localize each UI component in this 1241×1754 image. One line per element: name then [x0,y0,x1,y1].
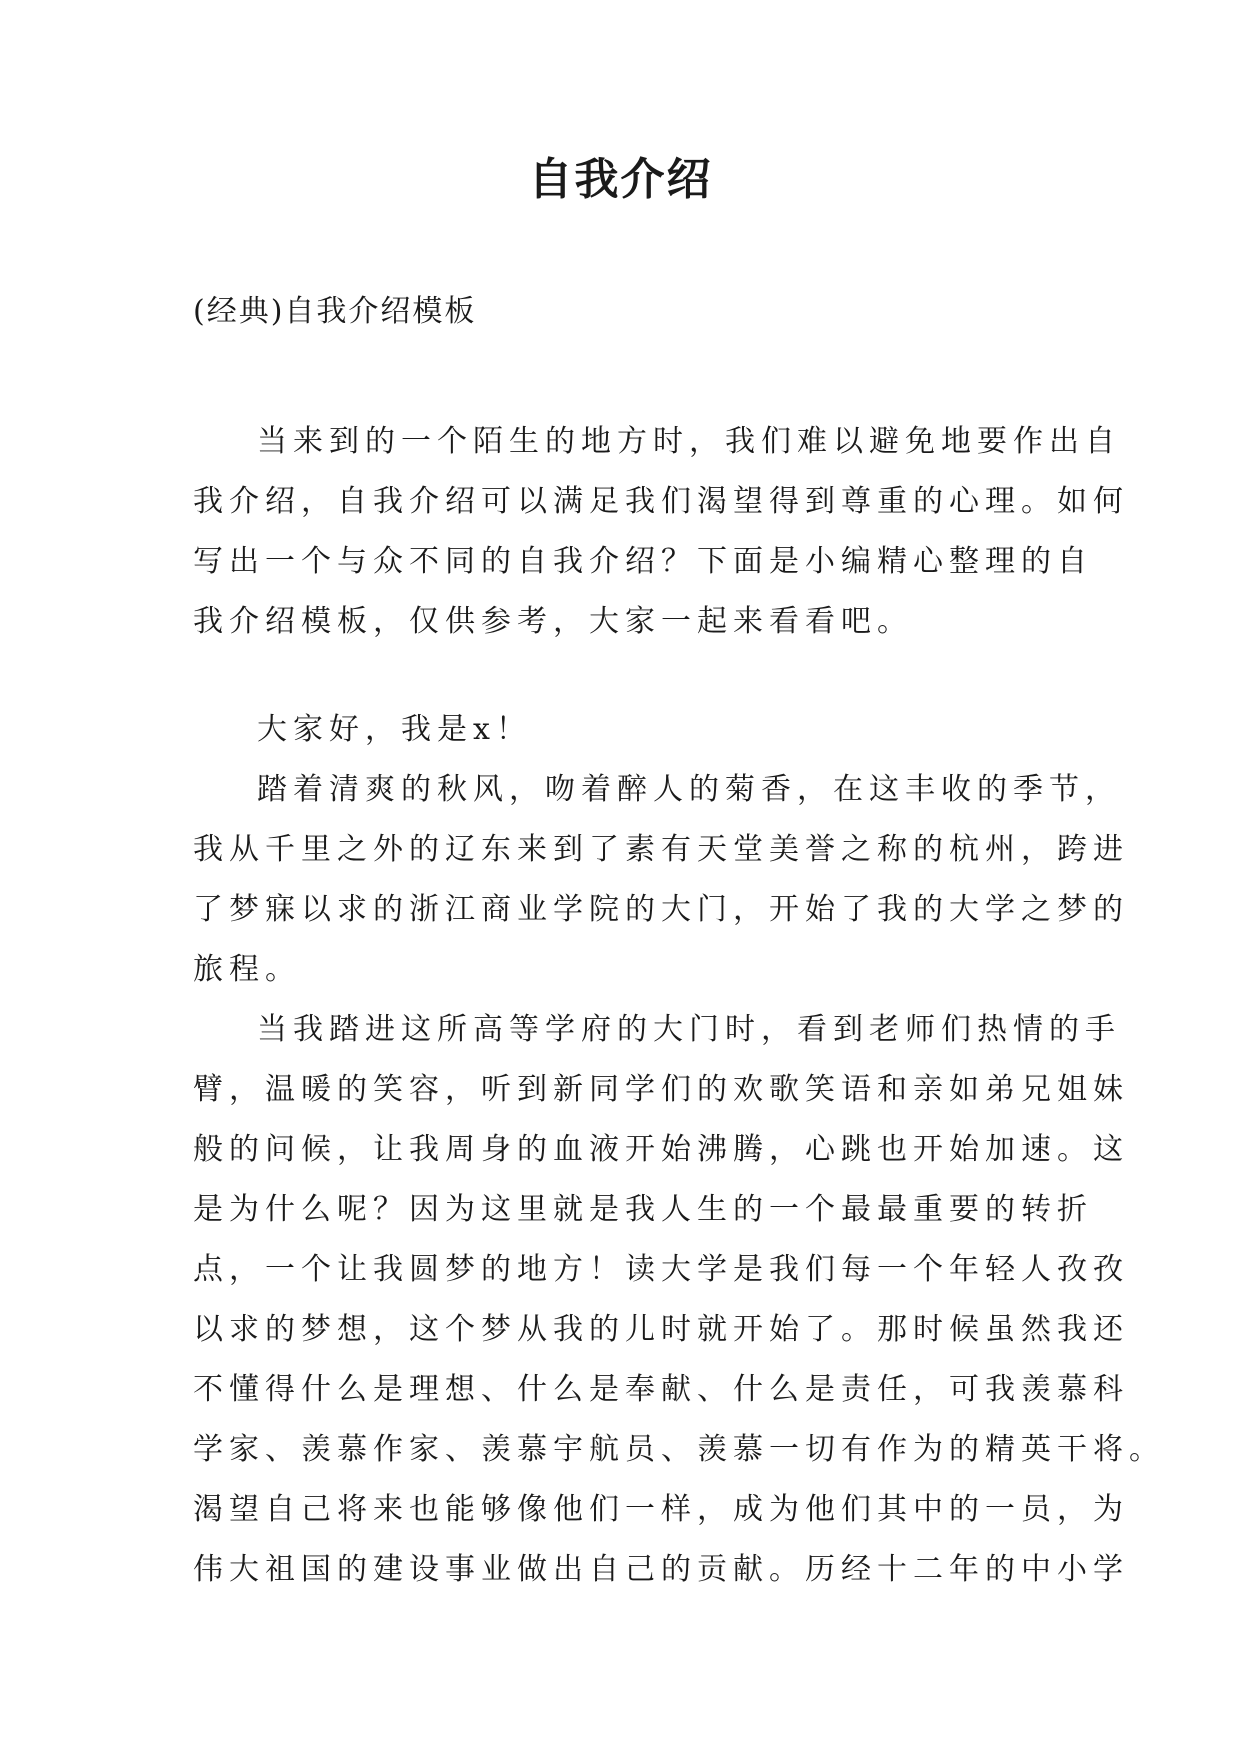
paragraph-line: 踏着清爽的秋风，吻着醉人的菊香，在这丰收的季节， [257,772,1121,807]
paragraph-line: 当我踏进这所高等学府的大门时，看到老师们热情的手 [257,1012,1121,1047]
paragraph-line: 是为什么呢？因为这里就是我人生的一个最最重要的转折 [193,1192,1093,1227]
intro-line: 写出一个与众不同的自我介绍？下面是小编精心整理的自 [193,544,1093,579]
paragraph-line: 点，一个让我圆梦的地方！读大学是我们每一个年轻人孜孜 [193,1252,1129,1287]
main-text-block [193,700,1165,1600]
document-subtitle: (经典)自我介绍模板 [193,294,477,329]
paragraph-line: 渴望自己将来也能够像他们一样，成为他们其中的一员，为 [193,1492,1129,1527]
intro-line: 我介绍，自我介绍可以满足我们渴望得到尊重的心理。如何 [193,484,1129,519]
paragraph-line: 伟大祖国的建设事业做出自己的贡献。历经十二年的中小学 [193,1552,1129,1587]
intro-paragraph [193,412,1129,652]
greeting-line: 大家好，我是x！ [257,712,532,747]
paragraph-line: 般的问候，让我周身的血液开始沸腾，心跳也开始加速。这 [193,1132,1129,1167]
page-title: 自我介绍 [528,154,713,205]
paragraph-line: 旅程。 [193,952,301,987]
paragraph-line: 不懂得什么是理想、什么是奉献、什么是责任，可我羡慕科 [193,1372,1129,1407]
paragraph-line: 学家、羡慕作家、羡慕宇航员、羡慕一切有作为的精英干将。 [193,1432,1165,1467]
paragraph-line: 臂，温暖的笑容，听到新同学们的欢歌笑语和亲如弟兄姐妹 [193,1072,1129,1107]
paragraph-line: 了梦寐以求的浙江商业学院的大门，开始了我的大学之梦的 [193,892,1129,927]
paragraph-line: 以求的梦想，这个梦从我的儿时就开始了。那时候虽然我还 [193,1312,1129,1347]
intro-line: 当来到的一个陌生的地方时，我们难以避免地要作出自 [257,424,1121,459]
paragraph-line: 我从千里之外的辽东来到了素有天堂美誉之称的杭州，跨进 [193,832,1129,867]
intro-line: 我介绍模板，仅供参考，大家一起来看看吧。 [193,604,913,639]
